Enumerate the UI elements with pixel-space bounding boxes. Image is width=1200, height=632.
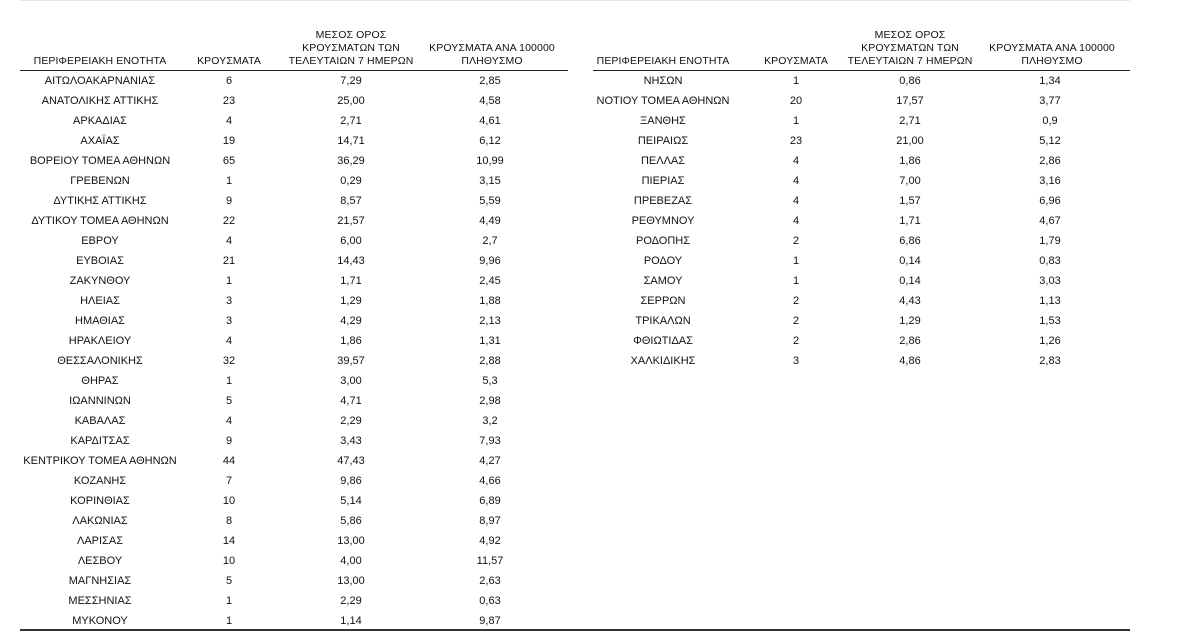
table-row: [593, 151, 1130, 171]
cell-avg-7-days: 14,43: [337, 255, 365, 267]
cell-cases: 1: [225, 615, 233, 627]
cell-avg-7-days: 39,57: [337, 355, 365, 367]
header-avg-7-days: ΜΕΣΟΣ ΟΡΟΣ ΚΡΟΥΣΜΑΤΩΝ ΤΩΝ ΤΕΛΕΥΤΑΙΩΝ 7 ΗΜΕΡΩΝ: [847, 29, 973, 67]
cell-avg-7-days: 3,00: [340, 375, 362, 387]
right-table: [593, 0, 1130, 371]
cell-region: ΧΑΛΚΙΔΙΚΗΣ: [630, 355, 696, 367]
cell-region: ΝΟΤΙΟΥ ΤΟΜΕΑ ΑΘΗΝΩΝ: [596, 95, 730, 107]
cell-cases-per-100k: 2,86: [1039, 155, 1061, 167]
cell-region: ΞΑΝΘΗΣ: [640, 115, 686, 127]
cell-cases-per-100k: 3,03: [1039, 275, 1061, 287]
cell-avg-7-days: 21,57: [337, 215, 365, 227]
table-row: [20, 271, 568, 291]
cell-avg-7-days: 1,71: [340, 275, 362, 287]
table-row: [593, 211, 1130, 231]
table-row: [20, 331, 568, 351]
cell-avg-7-days: 8,57: [340, 195, 362, 207]
cell-cases-per-100k: 2,88: [479, 355, 501, 367]
cell-avg-7-days: 21,00: [896, 135, 924, 147]
cell-region: ΔΥΤΙΚΗΣ ΑΤΤΙΚΗΣ: [53, 195, 147, 207]
cell-region: ΘΗΡΑΣ: [81, 375, 119, 387]
table-row: [593, 351, 1130, 371]
cell-cases: 5: [225, 575, 233, 587]
cell-avg-7-days: 9,86: [340, 475, 362, 487]
cell-region: ΣΑΜΟΥ: [643, 275, 683, 287]
cell-cases-per-100k: 4,49: [479, 215, 501, 227]
table-row: [593, 311, 1130, 331]
cell-avg-7-days: 6,86: [899, 235, 921, 247]
cell-cases: 44: [222, 455, 236, 467]
cell-cases-per-100k: 2,85: [479, 75, 501, 87]
cell-cases: 1: [225, 275, 233, 287]
cell-region: ΘΕΣΣΑΛΟΝΙΚΗΣ: [57, 355, 143, 367]
table-row: [593, 131, 1130, 151]
table-row: [20, 191, 568, 211]
cell-region: ΦΘΙΩΤΙΔΑΣ: [633, 335, 693, 347]
cell-cases: 1: [792, 275, 800, 287]
cell-cases-per-100k: 1,88: [479, 295, 501, 307]
cell-region: ΗΡΑΚΛΕΙΟΥ: [68, 335, 132, 347]
cell-avg-7-days: 0,86: [899, 75, 921, 87]
left-table-body: [20, 71, 568, 631]
cell-cases: 1: [792, 115, 800, 127]
right-table-header: [593, 0, 1130, 71]
cell-avg-7-days: 36,29: [337, 155, 365, 167]
cell-avg-7-days: 6,00: [340, 235, 362, 247]
table-row: [20, 551, 568, 571]
cell-avg-7-days: 17,57: [896, 95, 924, 107]
cell-avg-7-days: 3,43: [340, 435, 362, 447]
table-row: [20, 311, 568, 331]
cell-region: ΚΕΝΤΡΙΚΟΥ ΤΟΜΕΑ ΑΘΗΝΩΝ: [23, 455, 177, 467]
table-row: [20, 151, 568, 171]
cell-cases: 1: [225, 595, 233, 607]
cell-avg-7-days: 5,86: [340, 515, 362, 527]
cell-cases: 4: [225, 235, 233, 247]
cell-cases: 1: [792, 75, 800, 87]
cell-region: ΠΕΙΡΑΙΩΣ: [637, 135, 689, 147]
cell-region: ΗΜΑΘΙΑΣ: [75, 315, 125, 327]
table-row: [20, 231, 568, 251]
table-row: [20, 451, 568, 471]
cell-region: ΛΑΡΙΣΑΣ: [76, 535, 123, 547]
cell-region: ΡΕΘΥΜΝΟΥ: [631, 215, 695, 227]
cell-cases-per-100k: 6,96: [1039, 195, 1061, 207]
table-row: [20, 571, 568, 591]
cell-avg-7-days: 1,57: [899, 195, 921, 207]
header-cases-per-100k: ΚΡΟΥΣΜΑΤΑ ΑΝΑ 100000 ΠΛΗΘΥΣΜΟ: [989, 42, 1115, 67]
header-cases: ΚΡΟΥΣΜΑΤΑ: [764, 55, 828, 67]
table-row: [20, 611, 568, 631]
cell-cases-per-100k: 2,98: [479, 395, 501, 407]
cell-cases: 2: [792, 315, 800, 327]
cell-cases: 20: [789, 95, 803, 107]
cell-region: ΠΕΛΛΑΣ: [640, 155, 686, 167]
cell-cases-per-100k: 1,34: [1039, 75, 1061, 87]
cell-cases: 1: [225, 175, 233, 187]
table-row: [593, 91, 1130, 111]
cell-avg-7-days: 13,00: [337, 535, 365, 547]
cell-avg-7-days: 4,43: [899, 295, 921, 307]
header-region: ΠΕΡΙΦΕΡΕΙΑΚΗ ΕΝΟΤΗΤΑ: [596, 55, 730, 67]
table-row: [20, 391, 568, 411]
cell-region: ΜΕΣΣΗΝΙΑΣ: [68, 595, 132, 607]
cell-avg-7-days: 0,14: [899, 275, 921, 287]
cell-avg-7-days: 1,29: [899, 315, 921, 327]
bottom-divider: [20, 629, 1130, 631]
table-row: [593, 271, 1130, 291]
cell-avg-7-days: 1,86: [899, 155, 921, 167]
cell-cases-per-100k: 3,77: [1039, 95, 1061, 107]
cell-region: ΡΟΔΟΥ: [643, 255, 683, 267]
cell-region: ΚΟΡΙΝΘΙΑΣ: [70, 495, 130, 507]
cell-cases-per-100k: 4,61: [479, 115, 501, 127]
table-row: [20, 91, 568, 111]
cell-region: ΝΗΣΩΝ: [643, 75, 683, 87]
cell-region: ΑΧΑΪΑΣ: [80, 135, 120, 147]
table-row: [593, 171, 1130, 191]
table-row: [593, 231, 1130, 251]
cell-avg-7-days: 14,71: [337, 135, 365, 147]
cell-avg-7-days: 7,00: [899, 175, 921, 187]
cell-region: ΙΩΑΝΝΙΝΩΝ: [69, 395, 131, 407]
cell-cases-per-100k: 5,12: [1039, 135, 1061, 147]
cell-cases-per-100k: 6,12: [479, 135, 501, 147]
left-table: [20, 0, 568, 631]
table-row: [20, 351, 568, 371]
cell-region: ΡΟΔΟΠΗΣ: [635, 235, 691, 247]
table-row: [20, 511, 568, 531]
cell-avg-7-days: 7,29: [340, 75, 362, 87]
cell-cases-per-100k: 1,79: [1039, 235, 1061, 247]
cell-avg-7-days: 47,43: [337, 455, 365, 467]
cell-cases: 4: [225, 115, 233, 127]
cell-avg-7-days: 4,71: [340, 395, 362, 407]
table-row: [20, 71, 568, 91]
cell-cases: 4: [792, 215, 800, 227]
header-region: ΠΕΡΙΦΕΡΕΙΑΚΗ ΕΝΟΤΗΤΑ: [33, 55, 167, 67]
table-row: [20, 171, 568, 191]
cell-avg-7-days: 1,71: [899, 215, 921, 227]
cell-cases-per-100k: 4,58: [479, 95, 501, 107]
cell-cases-per-100k: 4,67: [1039, 215, 1061, 227]
cell-cases: 8: [225, 515, 233, 527]
cell-region: ΗΛΕΙΑΣ: [80, 295, 120, 307]
cell-cases-per-100k: 2,83: [1039, 355, 1061, 367]
table-row: [593, 111, 1130, 131]
cell-avg-7-days: 13,00: [337, 575, 365, 587]
cell-cases: 3: [225, 295, 233, 307]
cell-cases: 23: [222, 95, 236, 107]
cell-avg-7-days: 2,86: [899, 335, 921, 347]
table-row: [593, 251, 1130, 271]
table-row: [593, 71, 1130, 91]
cell-cases: 1: [225, 375, 233, 387]
table-row: [20, 591, 568, 611]
cell-region: ΚΑΡΔΙΤΣΑΣ: [70, 435, 130, 447]
cell-cases-per-100k: 5,3: [482, 375, 498, 387]
cell-region: ΜΥΚΟΝΟΥ: [72, 615, 128, 627]
table-row: [20, 251, 568, 271]
cell-region: ΛΑΚΩΝΙΑΣ: [72, 515, 128, 527]
cell-cases-per-100k: 2,13: [479, 315, 501, 327]
cell-cases-per-100k: 6,89: [479, 495, 501, 507]
cell-region: ΤΡΙΚΑΛΩΝ: [635, 315, 691, 327]
cell-region: ΚΑΒΑΛΑΣ: [74, 415, 126, 427]
cell-cases-per-100k: 3,2: [482, 415, 498, 427]
cell-cases: 19: [222, 135, 236, 147]
table-row: [593, 291, 1130, 311]
cell-cases-per-100k: 9,87: [479, 615, 501, 627]
cell-cases-per-100k: 2,45: [479, 275, 501, 287]
cell-cases: 10: [222, 495, 236, 507]
cell-avg-7-days: 0,29: [340, 175, 362, 187]
cell-avg-7-days: 25,00: [337, 95, 365, 107]
cell-avg-7-days: 4,29: [340, 315, 362, 327]
cell-cases: 3: [225, 315, 233, 327]
cell-cases: 65: [222, 155, 236, 167]
table-row: [20, 131, 568, 151]
cell-avg-7-days: 2,71: [899, 115, 921, 127]
cell-cases-per-100k: 1,26: [1039, 335, 1061, 347]
cell-region: ΔΥΤΙΚΟΥ ΤΟΜΕΑ ΑΘΗΝΩΝ: [31, 215, 169, 227]
cell-cases-per-100k: 8,97: [479, 515, 501, 527]
cell-region: ΠΡΕΒΕΖΑΣ: [633, 195, 693, 207]
cell-cases-per-100k: 4,66: [479, 475, 501, 487]
cell-cases-per-100k: 1,13: [1039, 295, 1061, 307]
cell-cases: 1: [792, 255, 800, 267]
cell-cases-per-100k: 7,93: [479, 435, 501, 447]
cell-cases-per-100k: 1,53: [1039, 315, 1061, 327]
table-row: [20, 111, 568, 131]
left-table-header: [20, 0, 568, 71]
table-row: [20, 471, 568, 491]
cell-region: ΓΡΕΒΕΝΩΝ: [70, 175, 130, 187]
cell-cases: 22: [222, 215, 236, 227]
right-table-body: [593, 71, 1130, 371]
cell-avg-7-days: 2,29: [340, 415, 362, 427]
cell-cases: 4: [792, 175, 800, 187]
table-row: [593, 191, 1130, 211]
cell-cases-per-100k: 4,27: [479, 455, 501, 467]
cell-avg-7-days: 1,14: [340, 615, 362, 627]
cell-region: ΠΙΕΡΙΑΣ: [641, 175, 685, 187]
cell-region: ΑΝΑΤΟΛΙΚΗΣ ΑΤΤΙΚΗΣ: [41, 95, 159, 107]
table-row: [20, 531, 568, 551]
cell-cases: 32: [222, 355, 236, 367]
cell-cases: 14: [222, 535, 236, 547]
table-row: [20, 431, 568, 451]
cell-cases-per-100k: 4,92: [479, 535, 501, 547]
cell-region: ΚΟΖΑΝΗΣ: [73, 475, 127, 487]
cell-region: ΕΒΡΟΥ: [81, 235, 119, 247]
cell-cases-per-100k: 0,83: [1039, 255, 1061, 267]
cell-cases: 3: [792, 355, 800, 367]
header-avg-7-days: ΜΕΣΟΣ ΟΡΟΣ ΚΡΟΥΣΜΑΤΩΝ ΤΩΝ ΤΕΛΕΥΤΑΙΩΝ 7 ΗΜΕΡΩΝ: [288, 29, 414, 67]
cell-region: ΣΕΡΡΩΝ: [640, 295, 686, 307]
cell-cases-per-100k: 0,9: [1042, 115, 1058, 127]
cell-cases-per-100k: 11,57: [476, 555, 504, 567]
cell-region: ΜΑΓΝΗΣΙΑΣ: [68, 575, 132, 587]
cell-avg-7-days: 2,29: [340, 595, 362, 607]
cell-cases: 6: [225, 75, 233, 87]
cell-cases: 21: [222, 255, 236, 267]
table-row: [593, 331, 1130, 351]
table-row: [20, 411, 568, 431]
cell-cases-per-100k: 2,7: [482, 235, 498, 247]
table-row: [20, 291, 568, 311]
cell-cases-per-100k: 3,15: [479, 175, 501, 187]
cell-cases-per-100k: 3,16: [1039, 175, 1061, 187]
table-row: [20, 371, 568, 391]
cell-region: ΑΙΤΩΛΟΑΚΑΡΝΑΝΙΑΣ: [44, 75, 156, 87]
cell-cases: 9: [225, 195, 233, 207]
cell-avg-7-days: 1,86: [340, 335, 362, 347]
cell-cases: 7: [225, 475, 233, 487]
cell-cases: 2: [792, 235, 800, 247]
cell-cases: 10: [222, 555, 236, 567]
cell-region: ΑΡΚΑΔΙΑΣ: [73, 115, 127, 127]
cell-avg-7-days: 2,71: [340, 115, 362, 127]
cell-region: ΕΥΒΟΙΑΣ: [76, 255, 124, 267]
header-cases-per-100k: ΚΡΟΥΣΜΑΤΑ ΑΝΑ 100000 ΠΛΗΘΥΣΜΟ: [429, 42, 555, 67]
cell-cases-per-100k: 0,63: [479, 595, 501, 607]
cell-cases-per-100k: 5,59: [479, 195, 501, 207]
cell-cases: 4: [792, 195, 800, 207]
table-row: [20, 211, 568, 231]
cell-avg-7-days: 5,14: [340, 495, 362, 507]
cell-cases-per-100k: 10,99: [476, 155, 504, 167]
cell-avg-7-days: 4,86: [899, 355, 921, 367]
cell-region: ΒΟΡΕΙΟΥ ΤΟΜΕΑ ΑΘΗΝΩΝ: [29, 155, 171, 167]
cell-cases: 23: [789, 135, 803, 147]
cell-region: ΖΑΚΥΝΘΟΥ: [69, 275, 131, 287]
cell-cases: 5: [225, 395, 233, 407]
cell-cases: 4: [225, 335, 233, 347]
header-cases: ΚΡΟΥΣΜΑΤΑ: [197, 55, 261, 67]
cell-avg-7-days: 1,29: [340, 295, 362, 307]
cell-cases-per-100k: 9,96: [479, 255, 501, 267]
cell-cases-per-100k: 2,63: [479, 575, 501, 587]
cell-cases: 9: [225, 435, 233, 447]
table-row: [20, 491, 568, 511]
cell-cases: 4: [792, 155, 800, 167]
cell-cases: 4: [225, 415, 233, 427]
cell-region: ΛΕΣΒΟΥ: [77, 555, 123, 567]
cell-avg-7-days: 4,00: [340, 555, 362, 567]
cell-avg-7-days: 0,14: [899, 255, 921, 267]
cell-cases: 2: [792, 335, 800, 347]
cell-cases: 2: [792, 295, 800, 307]
cell-cases-per-100k: 1,31: [479, 335, 501, 347]
